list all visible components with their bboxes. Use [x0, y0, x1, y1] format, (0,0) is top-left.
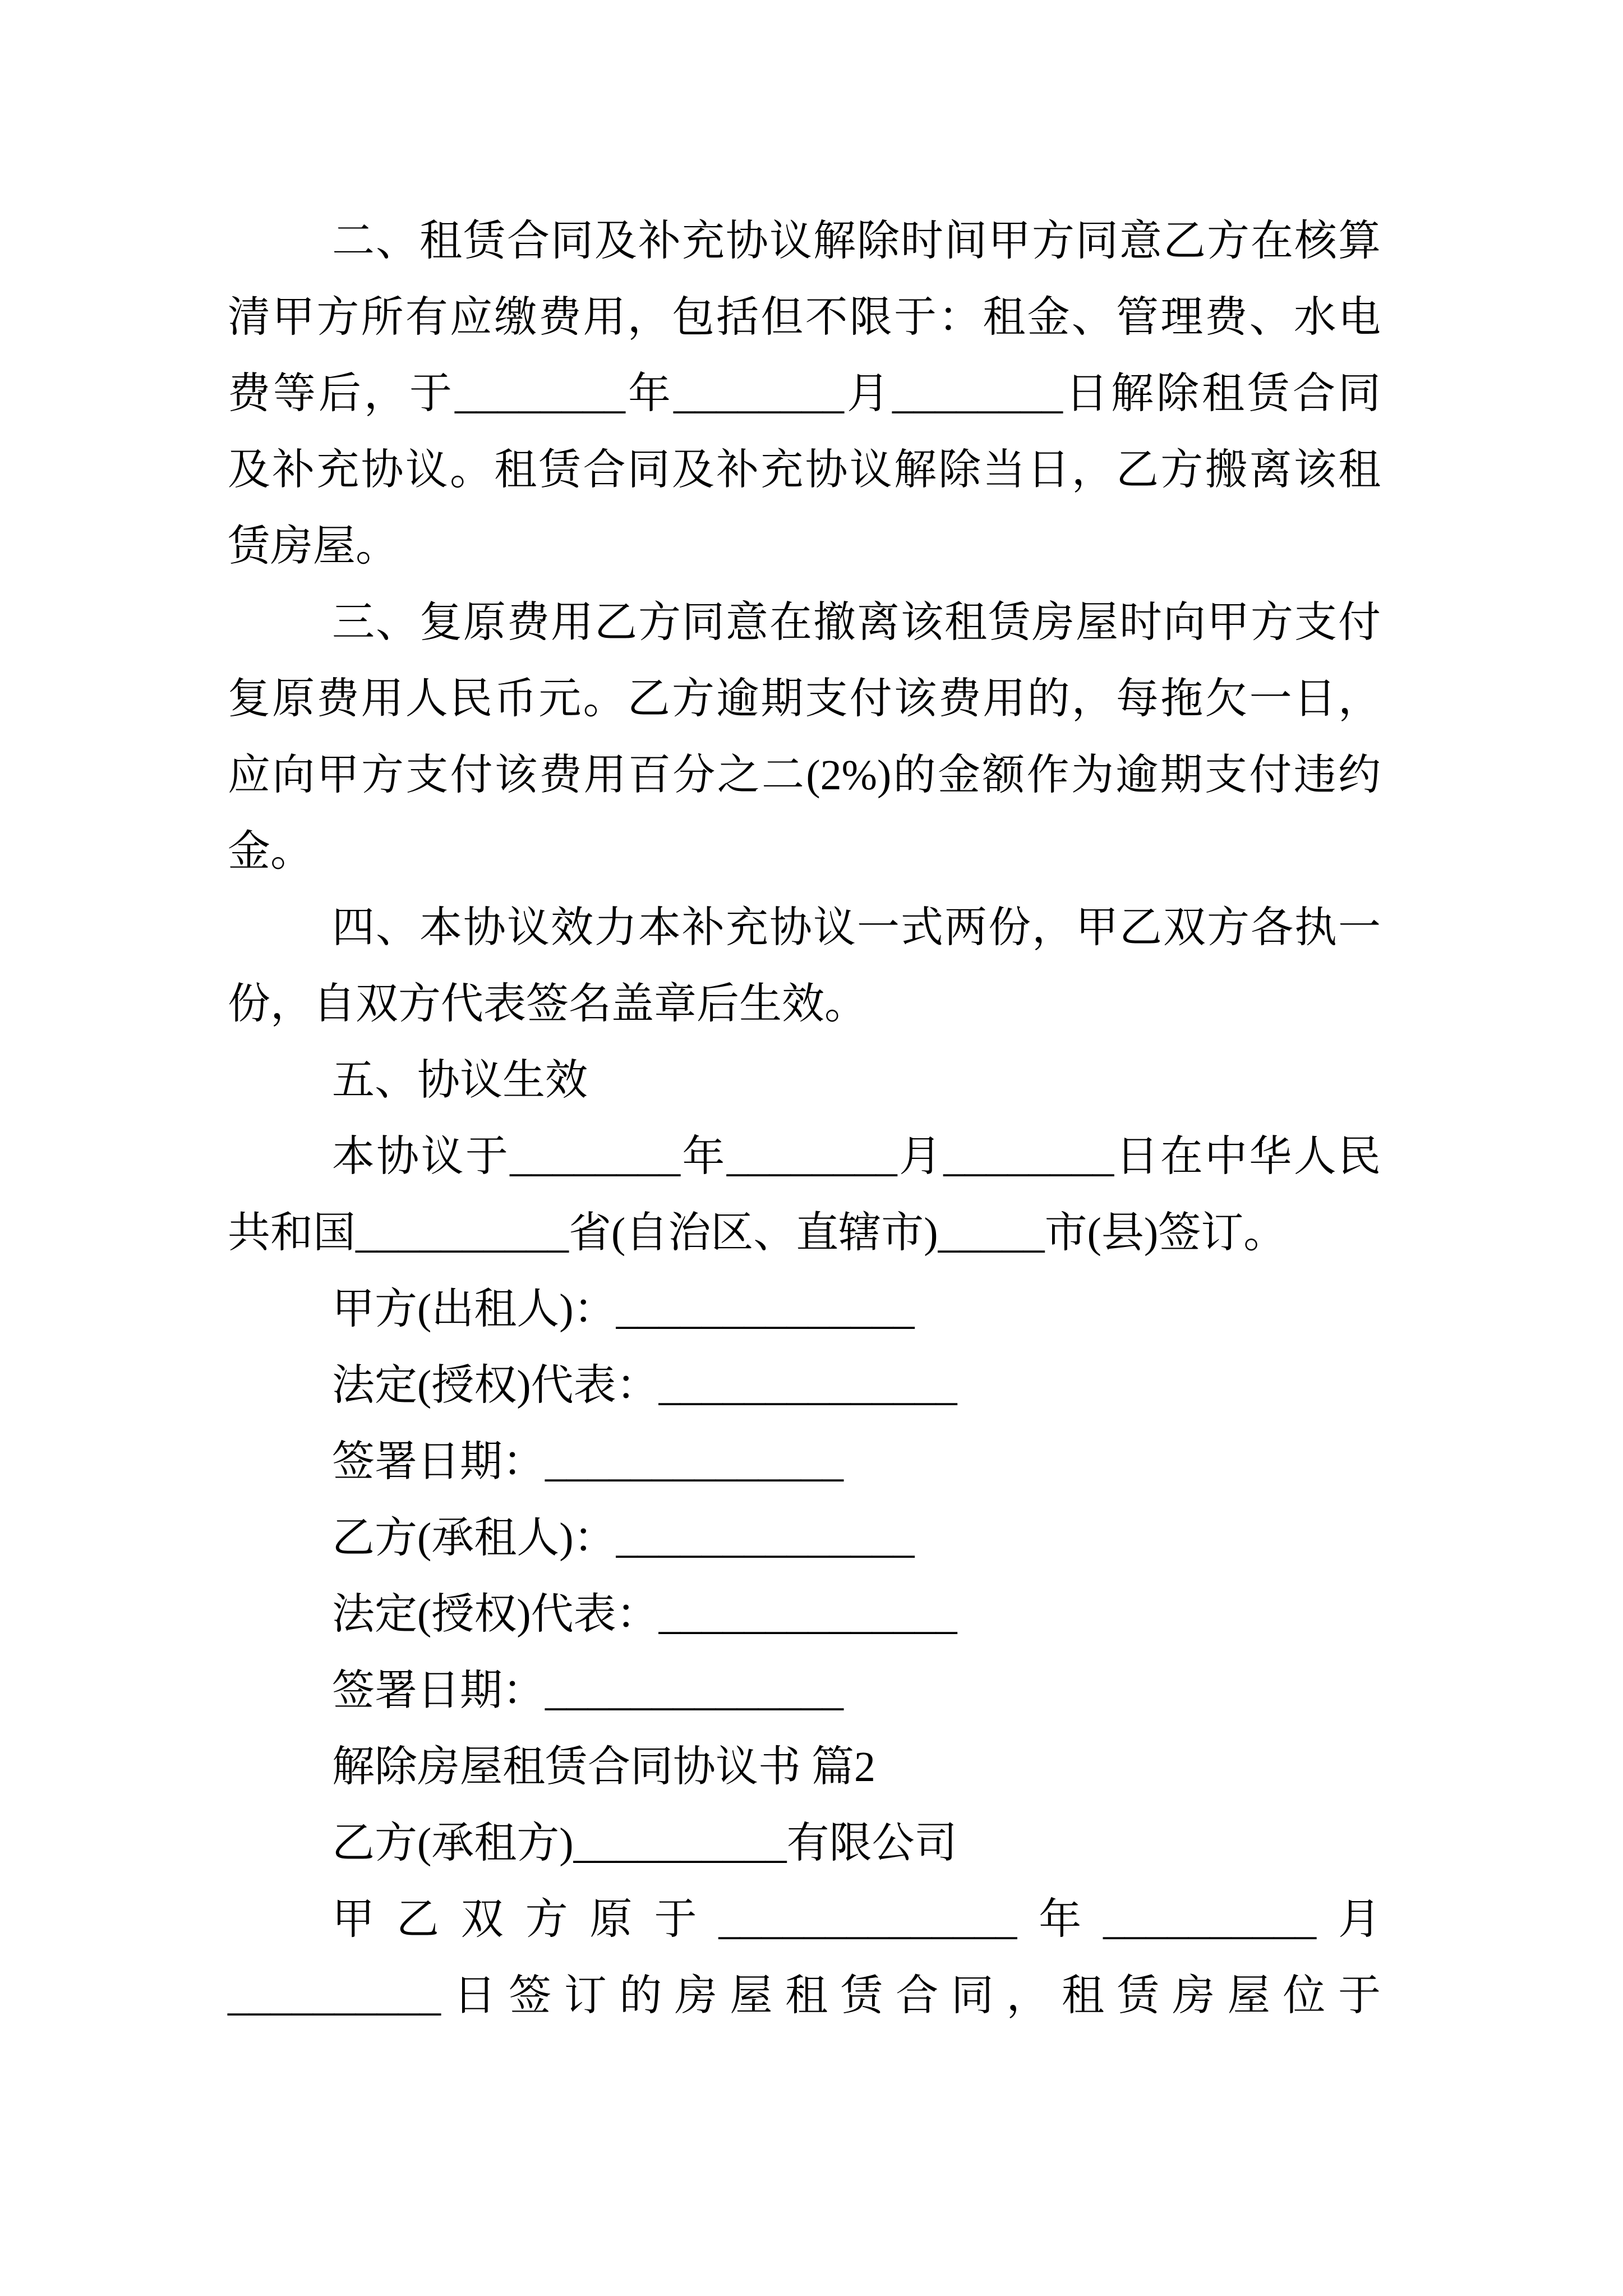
- document-line: 乙方(承租方)__________有限公司: [332, 1820, 957, 1867]
- document-line: 甲乙双方原于______________年__________月: [332, 1896, 1381, 1943]
- document-line: 份，自双方代表签名盖章后生效。: [228, 981, 867, 1028]
- document-line: 签署日期：______________: [332, 1438, 843, 1485]
- document-line: 签署日期：______________: [332, 1667, 843, 1714]
- document-line: 应向甲方支付该费用百分之二(2%)的金额作为逾期支付违约: [228, 752, 1381, 799]
- document-line: 赁房屋。: [228, 523, 398, 570]
- document-line: 复原费用人民币元。乙方逾期支付该费用的，每拖欠一日，: [228, 675, 1381, 723]
- document-line: __________日签订的房屋租赁合同，租赁房屋位于: [228, 1972, 1381, 2019]
- document-line: 三、复原费用乙方同意在撤离该租赁房屋时向甲方支付: [332, 599, 1381, 646]
- document-line: 费等后，于________年________月________日解除租赁合同: [228, 370, 1381, 417]
- document-line: 五、协议生效: [332, 1057, 588, 1104]
- document-line: 共和国__________省(自治区、直辖市)_____市(县)签订。: [228, 1209, 1287, 1257]
- document-line: 及补充协议。租赁合同及补充协议解除当日，乙方搬离该租: [228, 447, 1381, 494]
- document-line: 四、本协议效力本补充协议一式两份，甲乙双方各执一: [332, 904, 1381, 951]
- document-line: 本协议于________年________月________日在中华人民: [332, 1133, 1381, 1180]
- document-line: 法定(授权)代表：______________: [332, 1362, 957, 1409]
- document-line: 金。: [228, 828, 313, 875]
- document-line: 甲方(出租人)：______________: [332, 1286, 915, 1333]
- document-body: [228, 203, 1381, 2034]
- document-line: 二、租赁合同及补充协议解除时间甲方同意乙方在核算: [332, 218, 1381, 265]
- document-line: 清甲方所有应缴费用，包括但不限于：租金、管理费、水电: [228, 294, 1381, 341]
- document-line: 法定(授权)代表：______________: [332, 1591, 957, 1638]
- document-line: 乙方(承租人)：______________: [332, 1515, 915, 1562]
- document-line: 解除房屋租赁合同协议书 篇2: [332, 1743, 875, 1791]
